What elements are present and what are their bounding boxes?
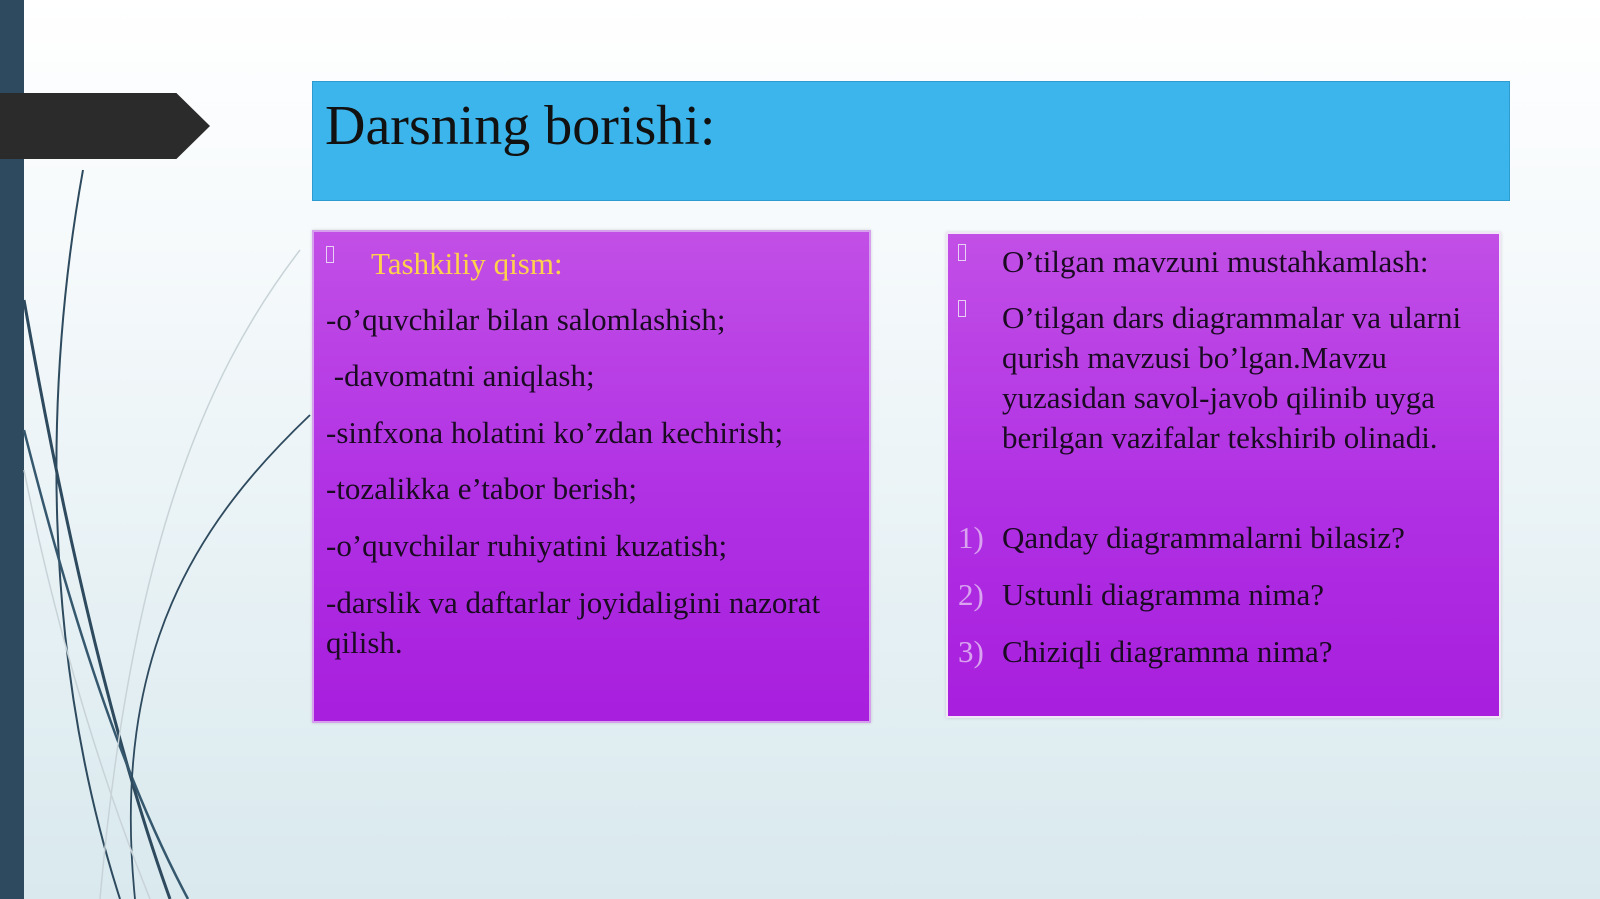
question-number: 2) [958, 577, 984, 612]
question-number: 3) [958, 634, 984, 669]
question-text: Ustunli diagramma nima? [1002, 577, 1324, 612]
list-item: -tozalikka e’tabor berish; [326, 471, 638, 506]
slide-title: Darsning borishi: [325, 95, 716, 157]
bullet-square-icon [326, 246, 334, 263]
list-item: -o’quvchilar bilan salomlashish; [326, 302, 726, 337]
question-text: Qanday diagrammalarni bilasiz? [1002, 520, 1405, 555]
left-panel-organizational [312, 230, 871, 723]
decorative-curves [0, 0, 320, 899]
right-panel-review [946, 232, 1501, 718]
title-banner [312, 81, 1510, 201]
bullet-square-icon [958, 244, 966, 261]
question-number: 1) [958, 520, 984, 555]
bullet-square-icon [958, 300, 966, 317]
question-text: Chiziqli diagramma nima? [1002, 634, 1333, 669]
right-bullet-text: O’tilgan dars diagrammalar va ularni qurish mavzusi bo’lgan.Mavzu yuzasidan savol-javob qilinib uyga berilgan vazifalar tekshirib olinadi. [1002, 300, 1462, 455]
list-item: -o’quvchilar ruhiyatini kuzatish; [326, 528, 728, 563]
list-item: -davomatni aniqlash; [326, 358, 595, 393]
list-item: -sinfxona holatini ko’zdan kechirish; [326, 415, 784, 450]
right-bullet-text: O’tilgan mavzuni mustahkamlash: [1002, 244, 1429, 279]
left-panel-heading: Tashkiliy qism: [371, 246, 563, 281]
list-item: -darslik va daftarlar joyidaligini nazorat qilish. [326, 585, 821, 660]
